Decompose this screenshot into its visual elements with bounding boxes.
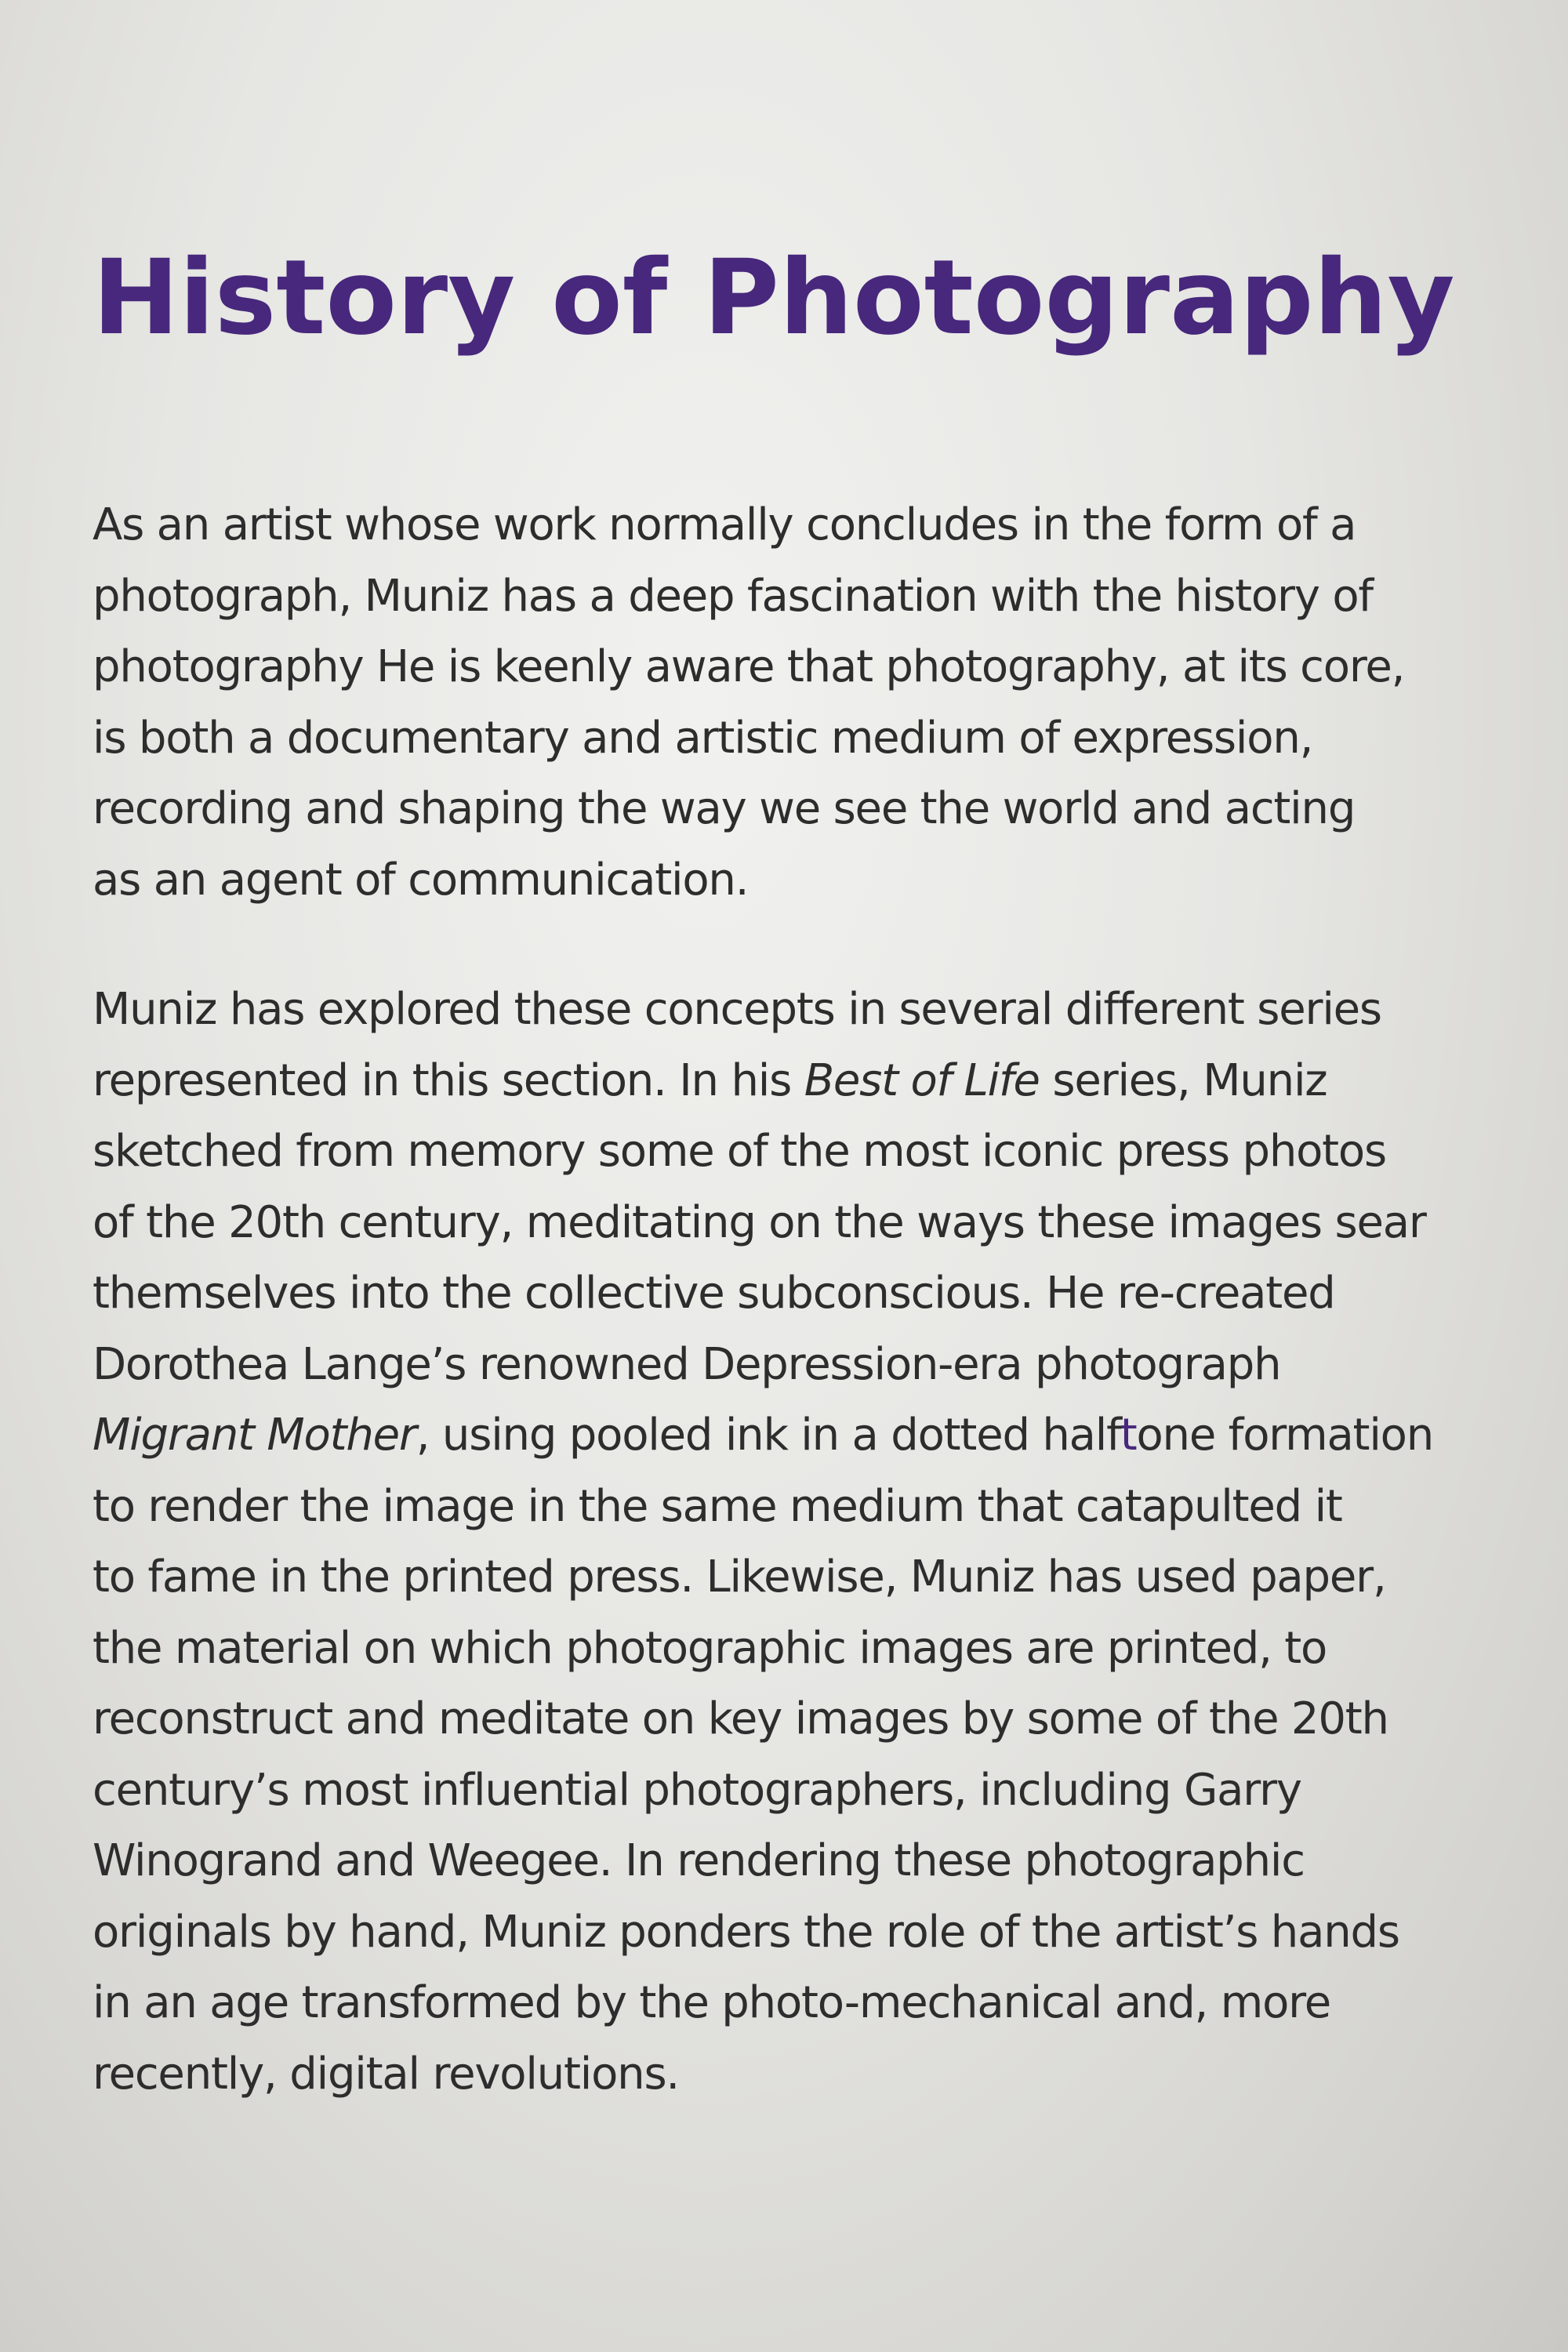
text-line bbox=[93, 1046, 1433, 1117]
text-line: recently, digital revolutions. bbox=[93, 2048, 680, 2100]
text-line: of the 20th century, meditating on the ways these images sear bbox=[93, 1196, 1426, 1248]
text-line: originals by hand, Muniz ponders the role of the artist’s hands bbox=[93, 1906, 1399, 1958]
text-line: Winogrand and Weegee. In rendering these photographic bbox=[93, 1835, 1305, 1886]
artwork-title-migrant-mother: Migrant Mother bbox=[93, 1410, 416, 1461]
text-line: sketched from memory some of the most iconic press photos bbox=[93, 1126, 1386, 1177]
text-line: the material on which photographic images are printed, to bbox=[93, 1622, 1327, 1674]
intro-paragraph bbox=[93, 490, 1404, 916]
series-paragraph bbox=[93, 975, 1433, 2110]
text-line: photograph, Muniz has a deep fascination with the history of bbox=[93, 570, 1373, 622]
text-line bbox=[93, 1400, 1433, 1472]
text-segment: one formation bbox=[1136, 1410, 1434, 1461]
series-title-best-of-life: Best of Life bbox=[804, 1054, 1040, 1106]
text-line: photography He is keenly aware that photography, at its core, bbox=[93, 641, 1405, 692]
text-line: Muniz has explored these concepts in several different series bbox=[93, 984, 1381, 1035]
text-line: to render the image in the same medium that catapulted it bbox=[93, 1480, 1342, 1532]
accent-letter: t bbox=[1120, 1410, 1137, 1461]
text-line: Dorothea Lange’s renowned Depression-era photograph bbox=[93, 1338, 1281, 1390]
text-line: as an agent of communication. bbox=[93, 854, 749, 906]
page-title: History of Photography bbox=[93, 238, 1455, 358]
text-segment: represented in this section. In his bbox=[93, 1054, 804, 1106]
text-line: century’s most influential photographers, including Garry bbox=[93, 1764, 1301, 1816]
text-line: is both a documentary and artistic medium of expression, bbox=[93, 712, 1313, 764]
text-line: to fame in the printed press. Likewise, Muniz has used paper, bbox=[93, 1552, 1386, 1602]
text-segment: , using pooled ink in a dotted half bbox=[416, 1410, 1120, 1461]
text-line: As an artist whose work normally concludes in the form of a bbox=[93, 499, 1356, 550]
text-line: recording and shaping the way we see the world and acting bbox=[93, 783, 1356, 834]
text-line: in an age transformed by the photo-mechanical and, more bbox=[93, 1977, 1331, 2028]
text-line: reconstruct and meditate on key images by some of the 20th bbox=[93, 1693, 1388, 1744]
text-line: themselves into the collective subconscious. He re-created bbox=[93, 1268, 1335, 1319]
text-segment: series, Muniz bbox=[1039, 1054, 1327, 1106]
